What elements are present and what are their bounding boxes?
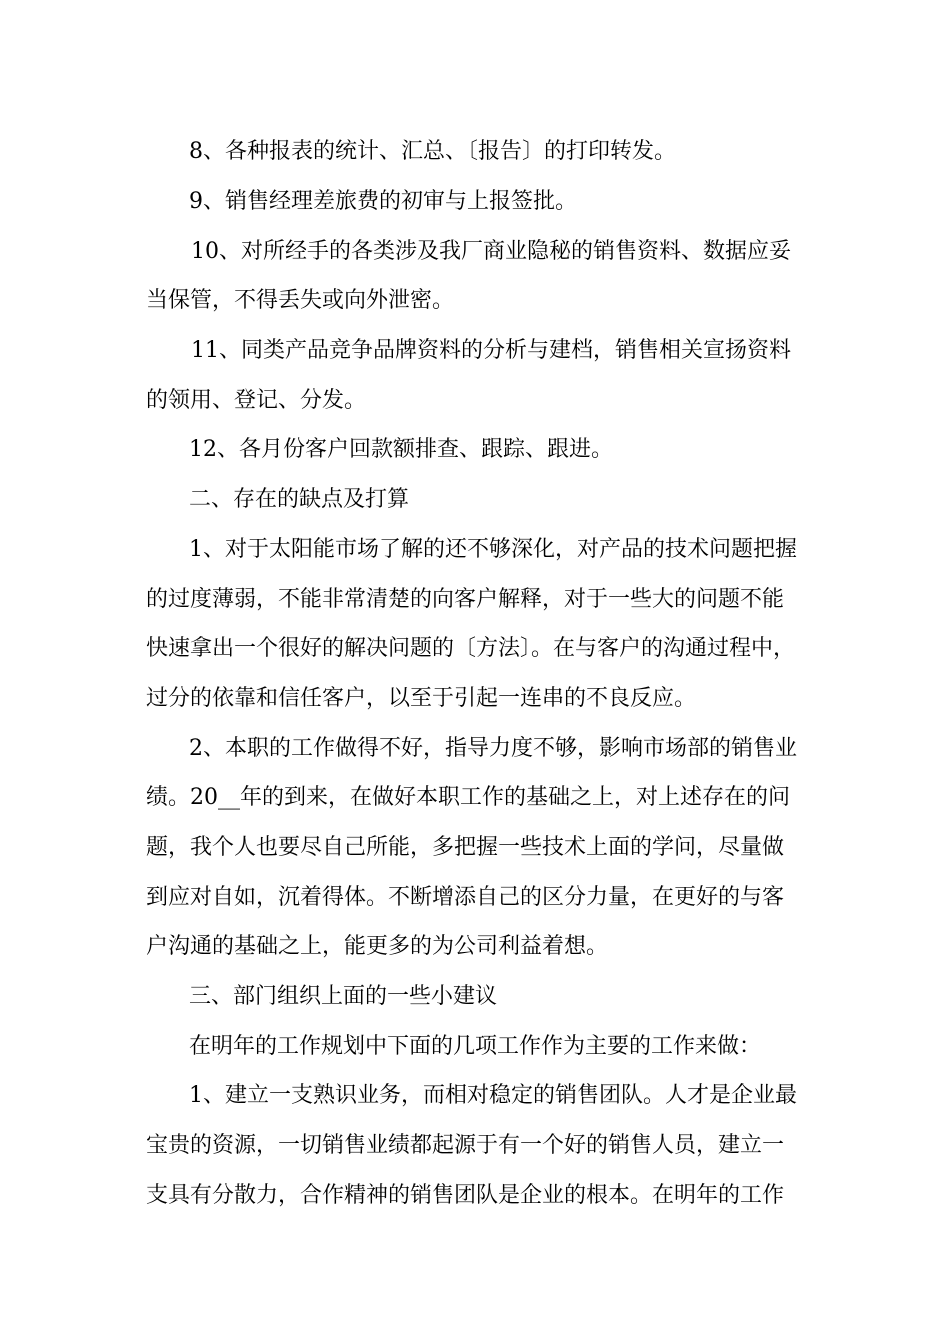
paragraph-2-line-1: 2、本职的工作做得不好，指导力度不够，影响市场部的销售业: [189, 736, 797, 761]
paragraph-4-line-3: 支具有分散力，合作精神的销售团队是企业的根本。在明年的工作: [146, 1183, 785, 1208]
list-item-11-line-2: 的领用、登记、分发。: [146, 388, 367, 413]
list-item-8: 8、各种报表的统计、汇总、〔报告〕的打印转发。: [189, 139, 676, 164]
paragraph-1-line-1: 1、对于太阳能市场了解的还不够深化，对产品的技术问题把握: [189, 537, 797, 562]
paragraph-4-line-1: 1、建立一支熟识业务，而相对稳定的销售团队。人才是企业最: [189, 1083, 797, 1108]
paragraph-3-line-1: 在明年的工作规划中下面的几项工作作为主要的工作来做：: [189, 1034, 762, 1059]
paragraph-2-line-5: 户沟通的基础之上，能更多的为公司利益着想。: [146, 934, 609, 959]
list-item-10-line-1: 10、对所经手的各类涉及我厂商业隐秘的销售资料、数据应妥: [191, 239, 791, 264]
paragraph-2-line-3: 题，我个人也要尽自己所能，多把握一些技术上面的学问，尽量做: [146, 835, 785, 860]
list-item-10-line-2: 当保管，不得丢失或向外泄密。: [146, 288, 455, 313]
paragraph-1-line-4: 过分的依靠和信任客户，以至于引起一连串的不良反应。: [146, 686, 697, 711]
paragraph-1-line-2: 的过度薄弱，不能非常清楚的向客户解释，对于一些大的问题不能: [146, 587, 785, 612]
section-heading-3: 三、部门组织上面的一些小建议: [189, 984, 498, 1009]
paragraph-2-line-4: 到应对自如，沉着得体。不断增添自己的区分力量，在更好的与客: [146, 885, 785, 910]
section-heading-2: 二、存在的缺点及打算: [189, 487, 410, 512]
list-item-12: 12、各月份客户回款额排查、跟踪、跟进。: [189, 437, 613, 462]
paragraph-4-line-2: 宝贵的资源，一切销售业绩都起源于有一个好的销售人员，建立一: [146, 1133, 785, 1158]
list-item-9: 9、销售经理差旅费的初审与上报签批。: [189, 189, 577, 214]
list-item-11-line-1: 11、同类产品竞争品牌资料的分析与建档，销售相关宣扬资料: [191, 338, 791, 363]
paragraph-1-line-3: 快速拿出一个很好的解决问题的〔方法〕。在与客户的沟通过程中，: [146, 636, 796, 661]
paragraph-2-line-2: 绩。20__年的到来，在做好本职工作的基础之上，对上述存在的问: [146, 785, 790, 810]
